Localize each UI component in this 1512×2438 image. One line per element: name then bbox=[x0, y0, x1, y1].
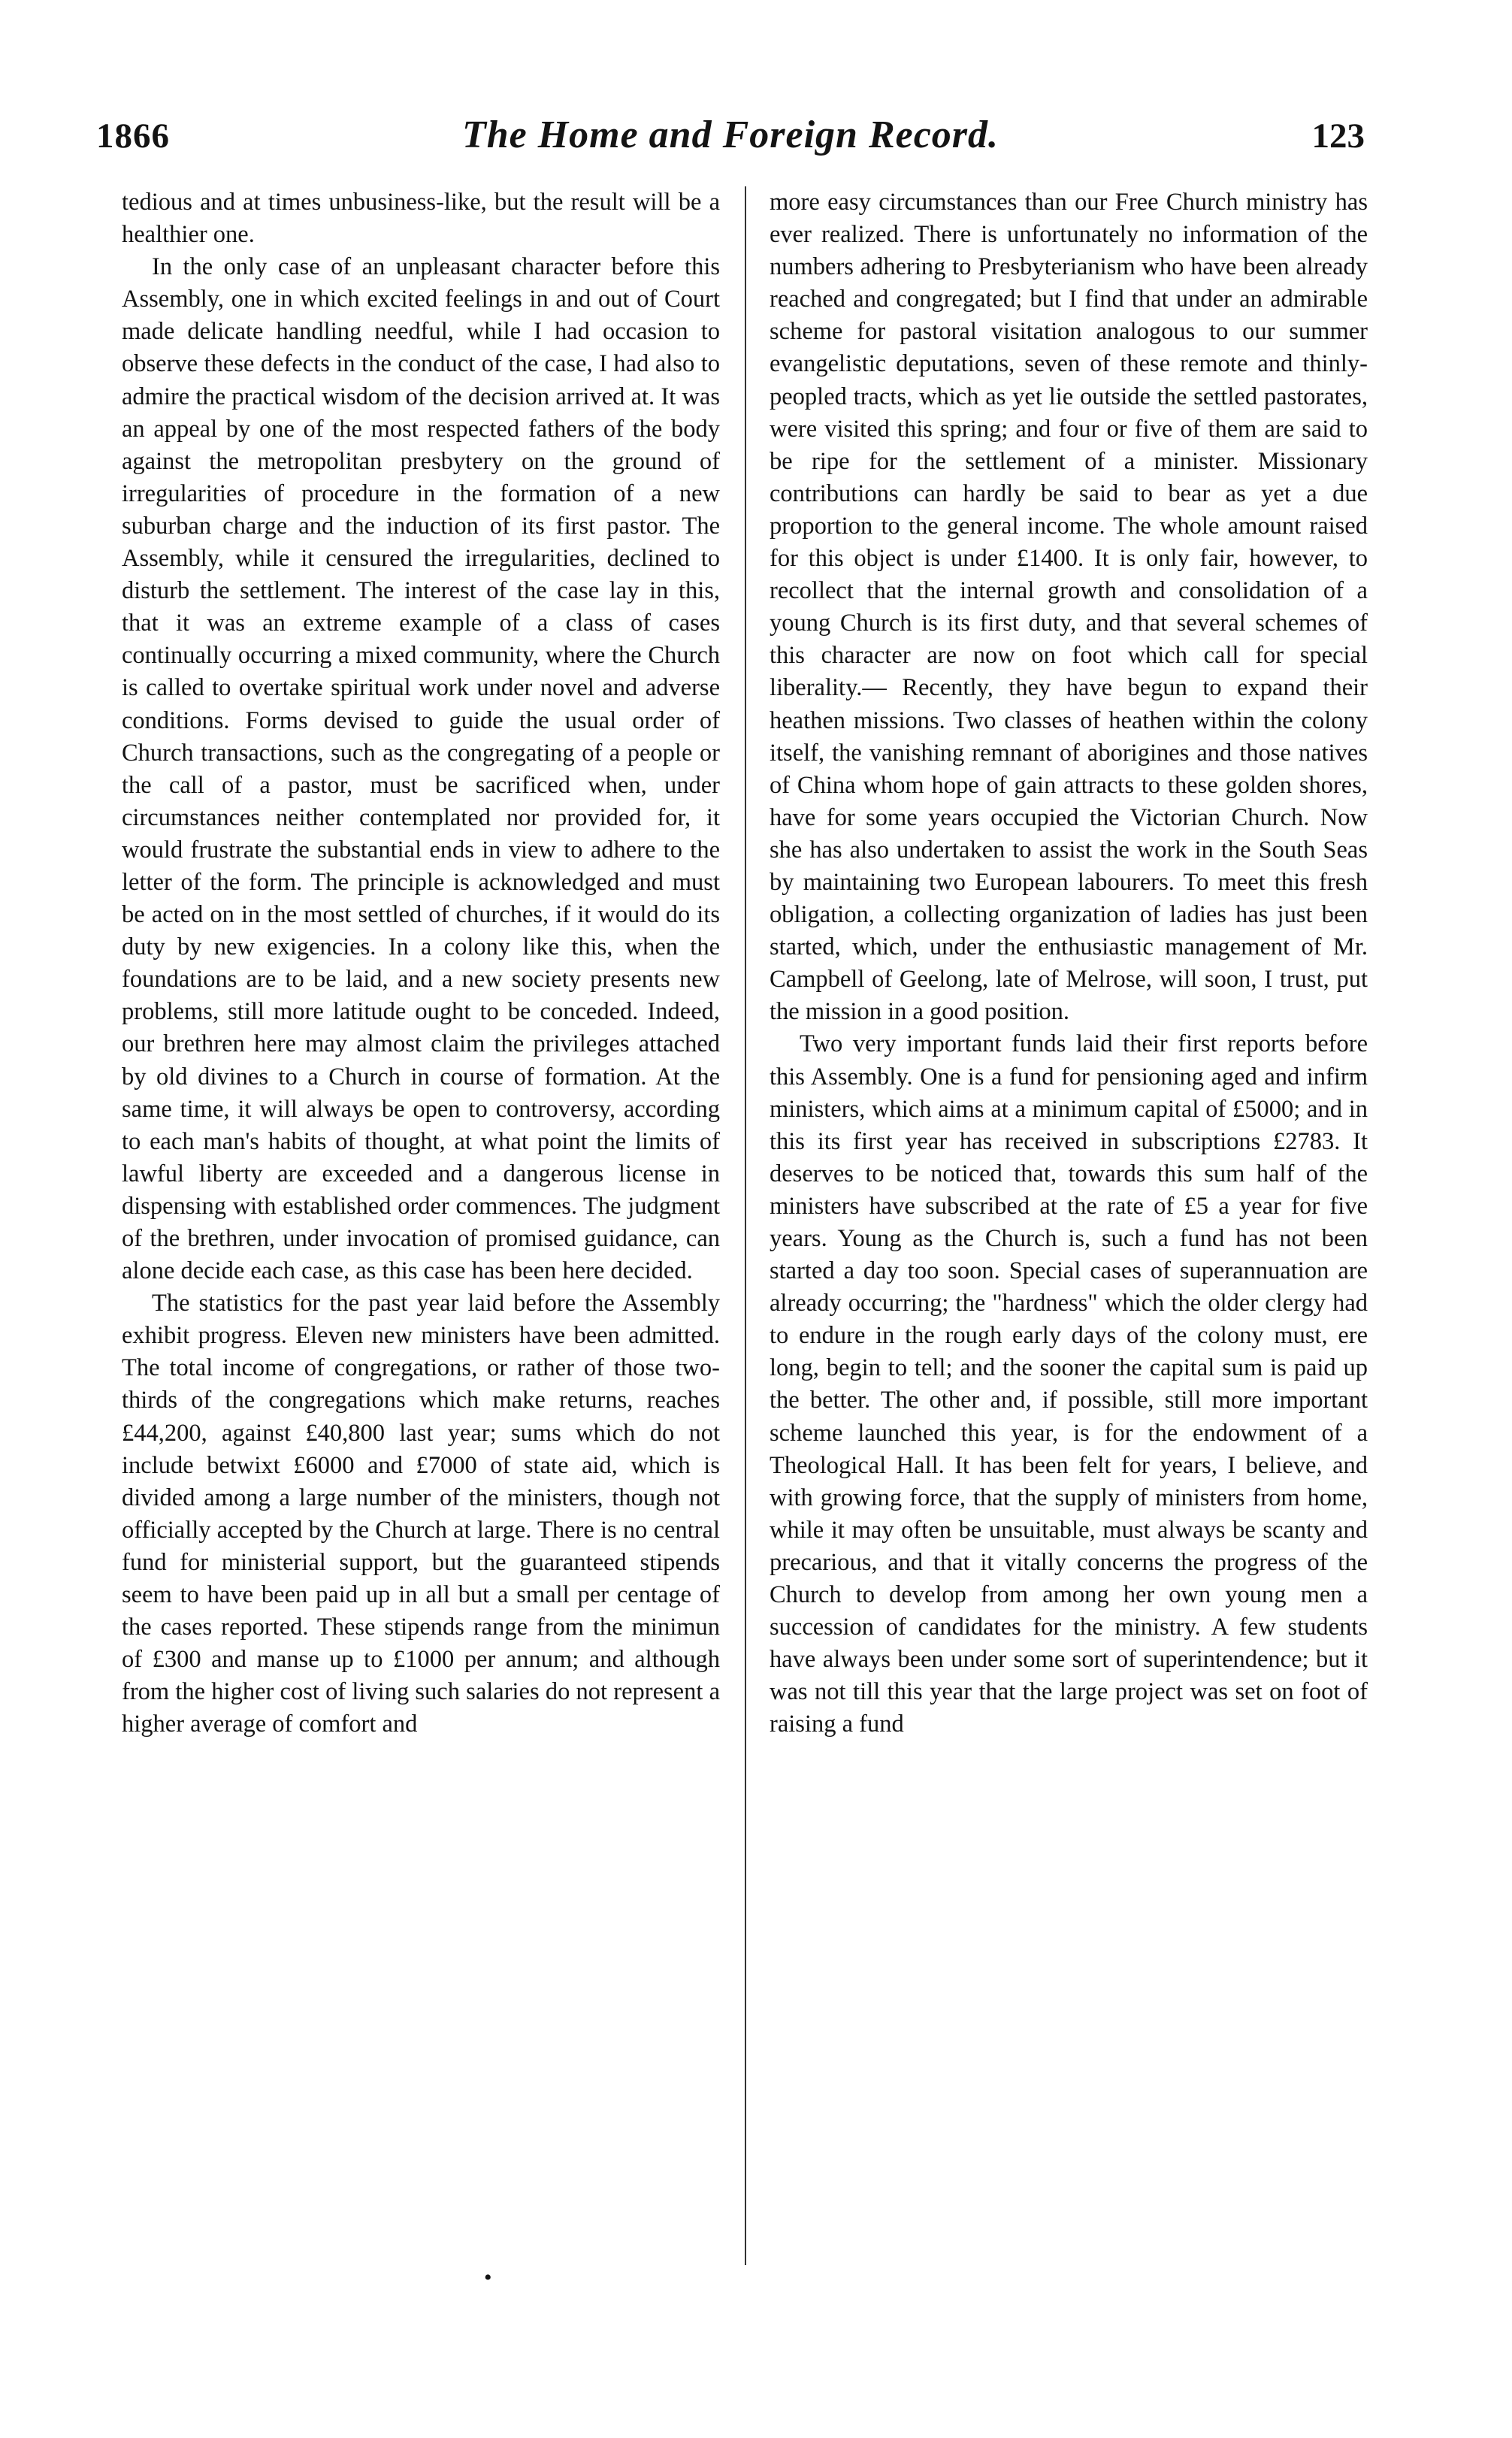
footer-mark: • bbox=[484, 2265, 492, 2290]
left-paragraph-1: tedious and at times unbusiness-like, but the result will be a healthier one. bbox=[122, 189, 720, 249]
header-page-number: 123 bbox=[1311, 116, 1365, 156]
left-paragraph-3: The statistics for the past year laid before the Assembly exhibit progress. Eleven new ministers have been admitted. The total income of congregations, or rather of those two-thirds of the congregations which make returns, reaches £44,200, against £40,800 last year; sums which do not include betwixt £6000 and £7000 of state aid, which is divided among a large number of the ministers, though not officially accepted by the Church at large. There is no central fund for ministerial support, but the guaranteed stipends seem to have been paid up in all but a small per centage of the cases reported. These stipends range from the minimun of £300 and manse up to £1000 per annum; and although from the higher cost of living such salaries do not represent a higher average of comfort and bbox=[122, 1290, 720, 1738]
right-paragraph-2: Two very important funds laid their first reports before this Assembly. One is a fund for pensioning aged and infirm ministers, which aims at a minimum capital of £5000; and in this its first year has received in subscriptions £2783. It deserves to be noticed that, towards this sum half of the ministers have subscribed at the rate of £5 a year for five years. Young as the Church is, such a fund has not been started a day too soon. Special cases of superannuation are already occurring; the "hardness" which the older clergy had to endure in the rough early days of the colony must, ere long, begin to tell; and the sooner the capital sum is paid up the better. The other and, if possible, still more important scheme launched this year, is for the endowment of a Theological Hall. It has been felt for years, I believe, and with growing force, that the supply of ministers from home, while it may often be unsuitable, must always be scanty and precarious, and that it vitally concerns the progress of the Church to develop from among her own young men a succession of candidates for the ministry. A few students have always been under some sort of superintendence; but it was not till this year that the large project was set on foot of raising a fund bbox=[770, 1030, 1368, 1738]
running-header bbox=[96, 113, 1365, 165]
left-column bbox=[122, 186, 720, 1741]
left-paragraph-2: In the only case of an unpleasant character before this Assembly, one in which excited feelings in and out of Court made delicate handling needful, while I had occasion to observe these defects in the conduct of the case, I had also to admire the practical wisdom of the decision arrived at. It was an appeal by one of the most respected fathers of the body against the metropolitan presbytery on the ground of irregularities of procedure in the formation of a new suburban charge and the induction of its first pastor. The Assembly, while it censured the irregularities, declined to disturb the settlement. The interest of the case lay in this, that it was an extreme example of a class of cases continually occurring a mixed community, where the Church is called to overtake spiritual work under novel and adverse conditions. Forms devised to guide the usual order of Church transactions, such as the congregating of a people or the call of a pastor, must be sacrificed when, under circumstances neither contemplated nor provided for, it would frustrate the substantial ends in view to adhere to the letter of the form. The principle is acknowledged and must be acted on in the most settled of churches, if it would do its duty by new exigencies. In a colony like this, when the foundations are to be laid, and a new society presents new problems, still more latitude ought to be conceded. Indeed, our brethren here may almost claim the privileges attached by old divines to a Church in course of formation. At the same time, it will always be open to controversy, according to each man's habits of thought, at what point the limits of lawful liberty are exceeded and a dangerous license in dispensing with established order commences. The judgment of the brethren, under invocation of promised guidance, can alone decide each case, as this case has been here decided. bbox=[122, 253, 720, 1285]
header-year: 1866 bbox=[96, 116, 170, 156]
right-column bbox=[770, 186, 1368, 1741]
right-paragraph-1: more easy circumstances than our Free Church ministry has ever realized. There is unfortunately no information of the numbers adhering to Presbyterianism who have been already reached and congregated; but I find that under an admirable scheme for pastoral visitation analogous to our summer evangelistic deputations, seven of these remote and thinly-peopled tracts, which as yet lie outside the settled pastorates, were visited this spring; and four or five of them are said to be ripe for the settlement of a minister. Missionary contributions can hardly be said to bear as yet a due proportion to the general income. The whole amount raised for this object is under £1400. It is only fair, however, to recollect that the internal growth and consolidation of a young Church is its first duty, and that several schemes of this character are now on foot which call for special liberality.— Recently, they have begun to expand their heathen missions. Two classes of heathen within the colony itself, the vanishing remnant of aborigines and those natives of China whom hope of gain attracts to these golden shores, have for some years occupied the Victorian Church. Now she has also undertaken to assist the work in the South Seas by maintaining two European labourers. To meet this fresh obligation, a collecting organization of ladies has just been started, which, under the enthusiastic management of Mr. Campbell of Geelong, late of Melrose, will soon, I trust, put the mission in a good position. bbox=[770, 189, 1368, 1026]
header-title: The Home and Foreign Record. bbox=[461, 113, 999, 156]
column-divider bbox=[745, 186, 746, 2265]
